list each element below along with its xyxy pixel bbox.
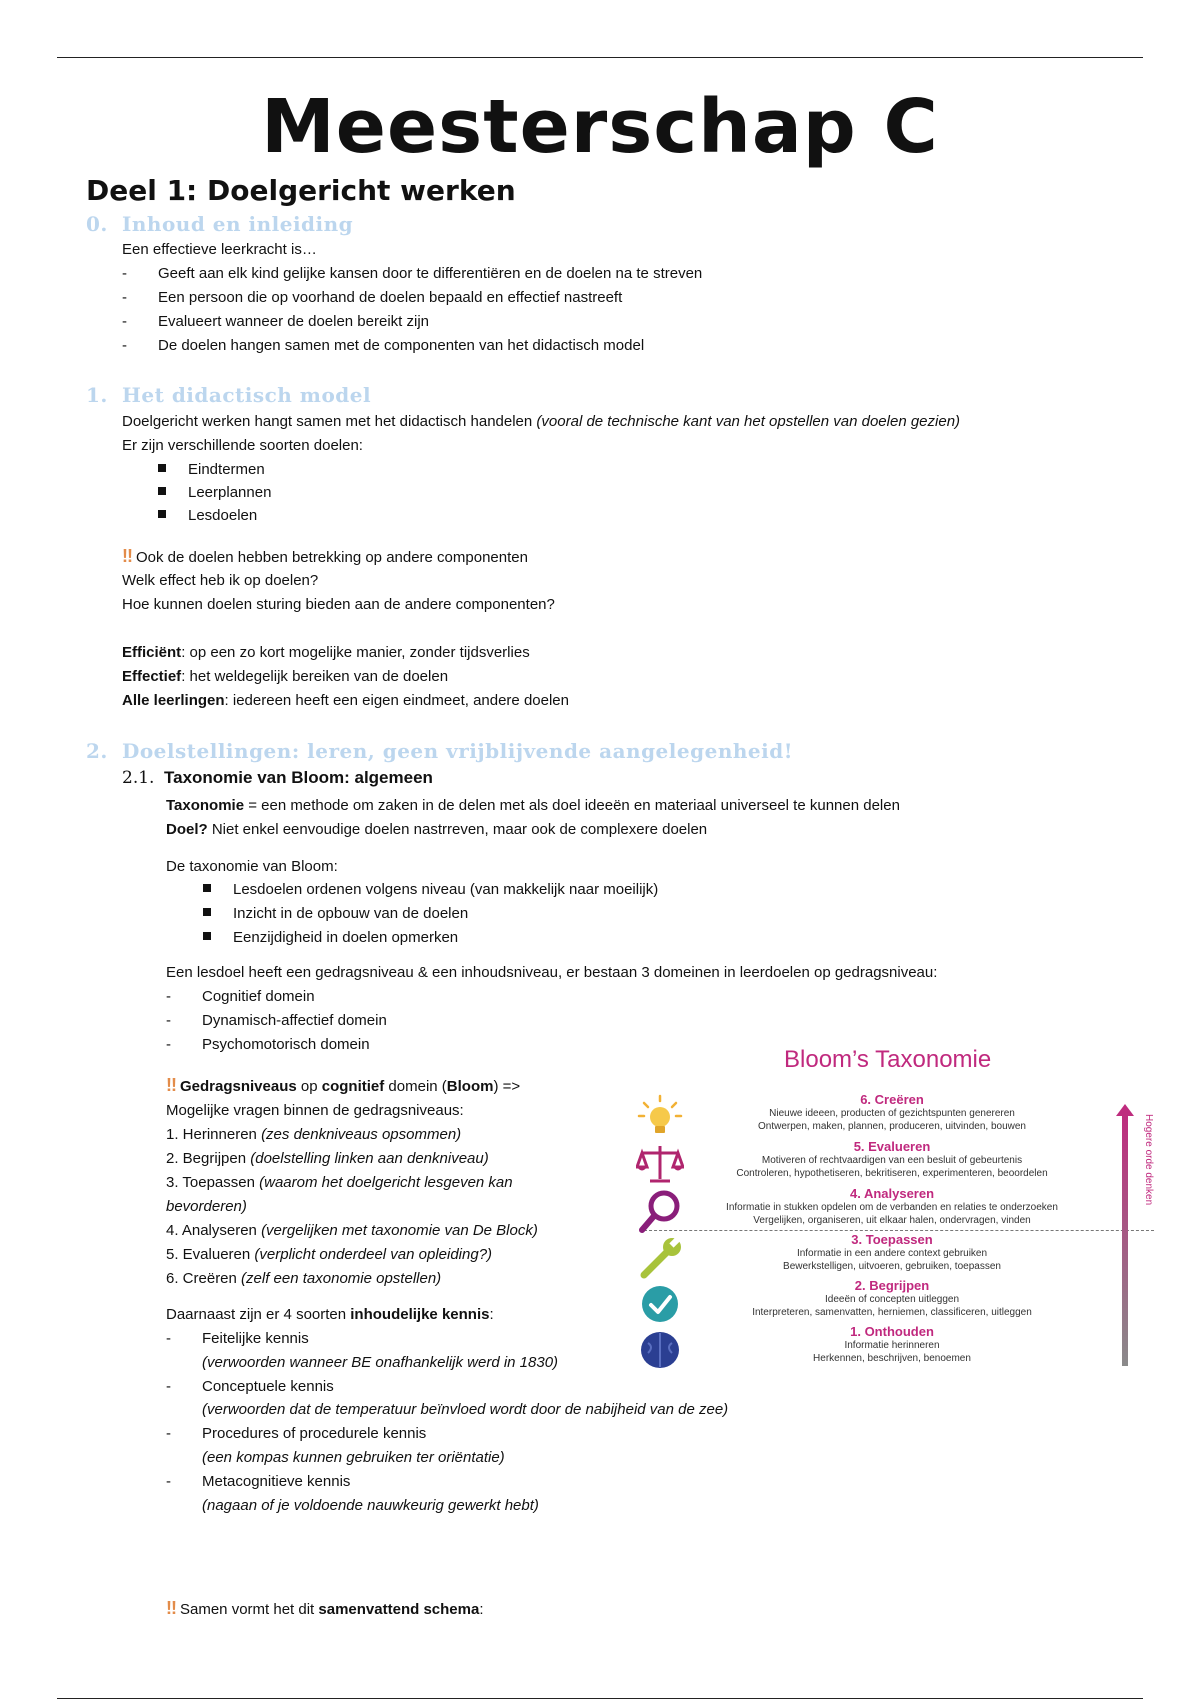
svg-text:Hogere orde denken: Hogere orde denken <box>1143 1114 1154 1206</box>
higher-order-arrow-icon <box>1116 1104 1134 1366</box>
bottom-rule <box>57 1698 1143 1699</box>
kennis-example: (verwoorden dat de temperatuur beïnvloed wordt door de nabijheid van de zee) <box>202 1401 729 1418</box>
domains-intro: Een lesdoel heeft een gedragsniveau & een inhoudsniveau, er bestaan 3 domeinen in leerdoelen op gedragsniveau: <box>166 964 938 981</box>
sec1-line2: Er zijn verschillende soorten doelen: <box>122 437 363 454</box>
list-item: Eindtermen <box>158 460 265 480</box>
list-item: - Evalueert wanneer de doelen bereikt zijn <box>122 313 430 330</box>
kennis-item: - Conceptuele kennis <box>166 1378 334 1395</box>
top-rule <box>57 57 1143 58</box>
kennis-example: (verwoorden wanneer BE onafhankelijk werd in 1830) <box>202 1354 559 1371</box>
bloom-level: 1. Onthouden Informatie herinneren Herkennen, beschrijven, benoemen <box>813 1324 971 1364</box>
higher-order-label <box>1140 1110 1160 1290</box>
level-item: 4. Analyseren (vergelijken met taxonomie van De Block) <box>166 1222 538 1239</box>
list-item: Leerplannen <box>158 483 271 503</box>
kennis-item: - Metacognitieve kennis <box>166 1473 351 1490</box>
lightbulb-icon <box>636 1094 684 1140</box>
sec1-note3: Hoe kunnen doelen sturing bieden aan de andere componenten? <box>122 596 555 613</box>
def-alle-leerlingen: Alle leerlingen: iedereen heeft een eigen eindmeet, andere doelen <box>122 692 569 709</box>
section-0-heading: 0. Inhoud en inleiding <box>86 212 354 236</box>
kennis-item: - Feitelijke kennis <box>166 1330 309 1347</box>
vragen-line: Mogelijke vragen binnen de gedragsniveaus: <box>166 1102 464 1119</box>
section-2-heading: 2. Doelstellingen: leren, geen vrijblijvende aangelegenheid! <box>86 739 793 763</box>
bloom-level: 3. Toepassen Informatie in een andere context gebruiken Bewerkstelligen, uitvoeren, gebruiken, toepassen <box>783 1232 1001 1272</box>
scales-icon <box>636 1141 684 1187</box>
attention-icon: !! <box>122 546 132 566</box>
wrench-icon <box>636 1235 684 1281</box>
list-item: - Cognitief domein <box>166 988 315 1005</box>
bloom-taxonomy-figure <box>632 1046 1167 1376</box>
level-item: 2. Begrijpen (doelstelling linken aan denkniveau) <box>166 1150 489 1167</box>
magnifier-icon <box>636 1188 684 1234</box>
sec1-note2: Welk effect heb ik op doelen? <box>122 572 319 589</box>
divider <box>644 1230 1154 1231</box>
def-effectief: Effectief: het weldegelijk bereiken van de doelen <box>122 668 449 685</box>
list-item: - Een persoon die op voorhand de doelen bepaald en effectief nastreeft <box>122 289 623 306</box>
list-item: Eenzijdigheid in doelen opmerken <box>203 928 458 948</box>
list-item: - Psychomotorisch domein <box>166 1036 370 1053</box>
kennis-example: (nagaan of je voldoende nauwkeurig gewerkt hebt) <box>202 1497 539 1514</box>
kennis-intro: Daarnaast zijn er 4 soorten inhoudelijke kennis: <box>166 1306 494 1323</box>
doel-def: Doel? Niet enkel eenvoudige doelen nastrreven, maar ook de complexere doelen <box>166 821 708 838</box>
list-item: Inzicht in de opbouw van de doelen <box>203 904 468 924</box>
bloom-level: 4. Analyseren Informatie in stukken opdelen om de verbanden en relaties te onderzoeken Vergelijken, organiseren, uit elkaar halen, ondervragen, vinden <box>726 1186 1058 1226</box>
level-item: bevorderen) <box>166 1198 247 1215</box>
part-heading: Deel 1: Doelgericht werken <box>86 174 516 207</box>
page-title: Meesterschap C <box>261 84 939 170</box>
bloom-level: 5. Evalueren Motiveren of rechtvaardigen van een besluit of gebeurtenis Controleren, hypothetiseren, bekritiseren, experimenteren, beoordelen <box>736 1139 1048 1179</box>
brain-check-icon <box>636 1281 684 1327</box>
level-item: 5. Evalueren (verplicht onderdeel van opleiding?) <box>166 1246 493 1263</box>
taxonomie-def: Taxonomie = een methode om zaken in de delen met als doel ideeën en materiaal universeel te kunnen delen <box>166 797 900 814</box>
bloom-level: 6. Creëren Nieuwe ideeen, producten of gezichtspunten genereren Ontwerpen, maken, plannen, produceren, uitvinden, bouwen <box>758 1092 1026 1132</box>
list-item: Lesdoelen <box>158 506 257 526</box>
sec0-intro: Een effectieve leerkracht is… <box>122 241 317 258</box>
level-item: 1. Herinneren (zes denkniveaus opsommen) <box>166 1126 462 1143</box>
bloom-figure-title: Bloom’s Taxonomie <box>784 1046 992 1073</box>
bloom-level: 2. Begrijpen Ideeën of concepten uitleggen Interpreteren, samenvatten, herniemen, classificeren, uitleggen <box>752 1278 1032 1318</box>
schema-line: !! Samen vormt het dit samenvattend schema: <box>166 1598 484 1618</box>
bloom-intro: De taxonomie van Bloom: <box>166 858 338 875</box>
list-item: - Geeft aan elk kind gelijke kansen door te differentiëren en de doelen na te streven <box>122 265 703 282</box>
subsection-2-1-heading: 2.1. Taxonomie van Bloom: algemeen <box>122 768 433 788</box>
list-item: Lesdoelen ordenen volgens niveau (van makkelijk naar moeilijk) <box>203 880 658 900</box>
gedragsniveaus-line: !! Gedragsniveaus op cognitief domein (Bloom) => <box>166 1075 521 1095</box>
attention-icon: !! <box>166 1598 176 1618</box>
sec1-line1: Doelgericht werken hangt samen met het didactisch handelen (vooral de technische kant van het opstellen van doelen gezien) <box>122 413 961 430</box>
def-efficient: Efficiënt: op een zo kort mogelijke manier, zonder tijdsverlies <box>122 644 530 661</box>
sec1-note1: !! Ook de doelen hebben betrekking op andere componenten <box>122 546 528 566</box>
kennis-example: (een kompas kunnen gebruiken ter oriëntatie) <box>202 1449 505 1466</box>
level-item: 6. Creëren (zelf een taxonomie opstellen) <box>166 1270 442 1287</box>
brain-icon <box>636 1327 684 1373</box>
list-item: - Dynamisch-affectief domein <box>166 1012 387 1029</box>
level-item: 3. Toepassen (waarom het doelgericht lesgeven kan <box>166 1174 513 1191</box>
attention-icon: !! <box>166 1075 176 1095</box>
list-item: - De doelen hangen samen met de componenten van het didactisch model <box>122 337 645 354</box>
kennis-item: - Procedures of procedurele kennis <box>166 1425 427 1442</box>
section-1-heading: 1. Het didactisch model <box>86 383 372 407</box>
